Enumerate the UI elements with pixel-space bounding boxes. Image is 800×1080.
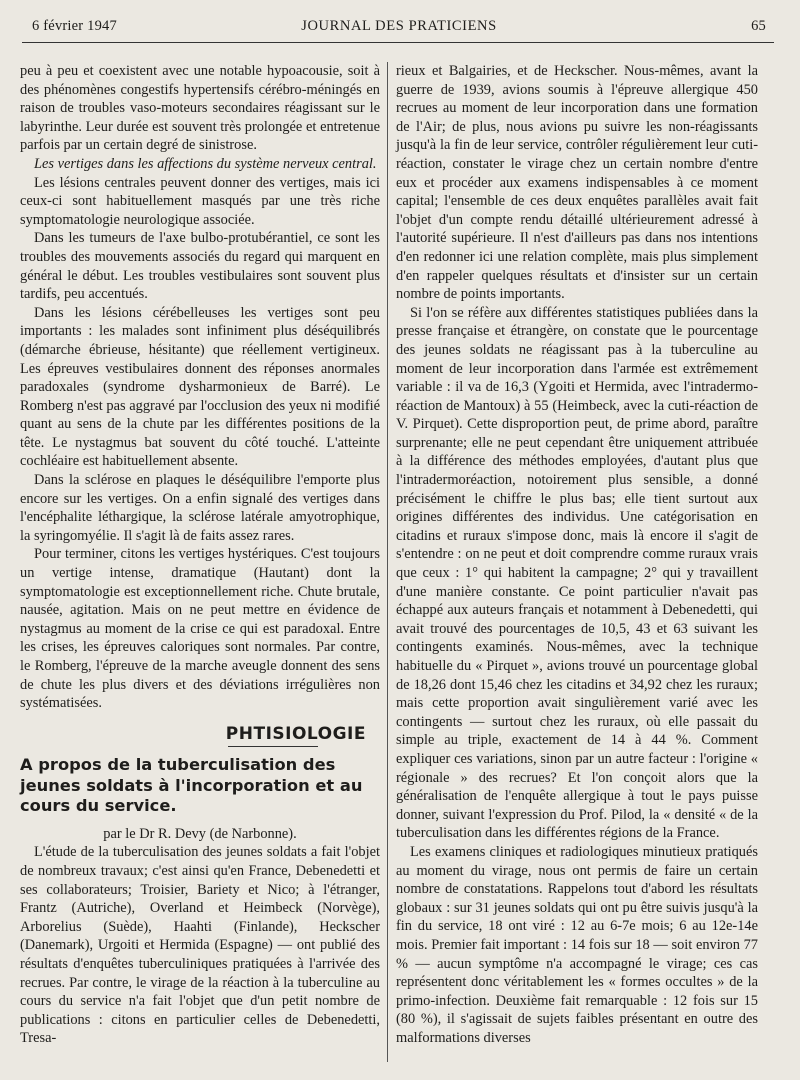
paragraph: Les lésions centrales peuvent donner des vertiges, mais ici ceux-ci sont habituellement masqués par une très riche symptomatologie neurologique associée. bbox=[20, 174, 380, 228]
header-rule bbox=[22, 42, 774, 43]
paragraph: rieux et Balgairies, et de Heckscher. Nous-mêmes, avant la guerre de 1939, avions soumis à l'épreuve allergique 450 recrues au moment de leur incorporation dans une formation de l'Air; de plus, nous avions pu suivre les non-réagissants jusqu'à la fin de leur service, contrôler régulièrement leur cuti-réaction, constater le virage chez un certain nombre d'entre eux et procéder aux examens indispensables à ce moment capital; l'ensemble de ces deux enquêtes parallèles avait fait l'objet d'un compte rendu détaillé ultérieurement adressé à l'autorité supérieure. Il n'est d'ailleurs pas dans nos intentions d'en redonner ici une relation complète, mais plus simplement d'en rappeler quelques résultats et d'insister sur un certain nombre de points importants. bbox=[396, 63, 758, 303]
section-rule bbox=[228, 746, 318, 747]
right-column bbox=[396, 62, 758, 1047]
left-column bbox=[20, 62, 380, 1048]
byline: par le Dr R. Devy (de Narbonne). bbox=[103, 825, 297, 842]
paragraph: Dans la sclérose en plaques le déséquilibre l'emporte plus encore sur les vertiges. On a enfin signalé des vertiges dans l'encéphalite léthargique, la sclérose latérale amyotrophique, la syringomyélie. Il s'agit là de faits assez rares. bbox=[20, 472, 380, 544]
paragraph: Si l'on se réfère aux différentes statistiques publiées dans la presse française et étrangère, on constate que le pourcentage des jeunes soldats ne réagissant pas à la tuberculine au moment de leur incorporation dans l'armée est extrêmement variable : il va de 16,3 (Ygoiti et Hermida, avec l'intradermo-réaction de Mantoux) à 55 (Heimbeck, avec la cuti-réaction de V. Pirquet). Cette disproportion peut, de prime abord, paraître surprenante; elle ne peut cependant être uniquement attribuée à la différence des méthodes employées, d'autant plus que l'intradermoréaction, notoirement plus sensible, a donné précisément le chiffre le plus bas; elle tient surtout aux origines différentes des individus. Une catégorisation en citadins et ruraux s'impose donc, mais là encore il s'agit de s'entendre : on ne peut et doit comprendre comme ruraux vrais que ceux : 1° qui habitent la campagne; 2° qui y travaillent d'une manière constante. Ce point particulier n'avait pas échappé aux auteurs français et notamment à Debenedetti, qui avait trouvé des pourcentages de 10,5, 43 et 63 suivant les contingents examinés. Nous-mêmes, avec la technique habituelle du « Pirquet », avions trouvé un pourcentage global de 18,26 dont 15,46 chez les citadins et 34,92 chez les ruraux; mais cette proportion avait singulièrement varié avec les contingents — surtout chez les ruraux, où elle passait du simple au triple, exactement de 14 à 44 %. Comment expliquer ces variations, sinon par un autre facteur : l'origine « régionale » des recrues? Et l'on conçoit alors que la généralisation de l'enquête allergique à tout le pays puisse donner, suivant l'expression du Prof. Pilod, la « densité « de la tuberculisation dans les différentes régions de la France. bbox=[396, 304, 758, 842]
issue-date: 6 février 1947 bbox=[32, 18, 117, 34]
paragraph: Pour terminer, citons les vertiges hystériques. C'est toujours un vertige intense, dramatique (Hautant) dont la symptomatologie est exceptionnellement riche. Chute brutale, nausée, agitation. Mais on ne peut mettre en évidence de nystagmus au moment de la crise ce qui est paradoxal. Entre les crises, les épreuves caloriques sont normales. Par contre, le Romberg, l'épreuve de la marche aveugle donnent des sens de chute les plus divers et des déviations irrégulières non systématisées. bbox=[20, 546, 380, 712]
section-heading: PHTISIOLOGIE bbox=[225, 723, 366, 744]
paragraph: Dans les lésions cérébelleuses les vertiges sont peu importants : les malades sont infiniment plus déséquilibrés (démarche ébrieuse, hésitante) que réellement vertigineux. Les épreuves vestibulaires donnent des réponses anormales paradoxales (syndrome dysharmonieux de Barré). Le Romberg n'est pas aggravé par l'occlusion des yeux ni modifié quant au sens de la chute par les différentes positions de la tête. Le nystagmus bat souvent du côté touché. L'atteinte cochléaire est habituellement absente. bbox=[20, 304, 380, 470]
article-title: A propos de la tuberculisation des jeunes soldats à l'incorporation et au cours du service. bbox=[20, 755, 363, 816]
running-head bbox=[32, 18, 766, 40]
column-divider bbox=[387, 62, 388, 1062]
subheading: Les vertiges dans les affections du système nerveux central. bbox=[34, 155, 377, 172]
paragraph: Dans les tumeurs de l'axe bulbo-protubérantiel, ce sont les troubles des mouvements associés du regard qui marquent en général le début. Les troubles vestibulaires sont souvent plus tardifs, peu accentués. bbox=[20, 230, 380, 303]
paragraph: Les examens cliniques et radiologiques minutieux pratiqués au moment du virage, nous ont permis de faire un certain nombre de constatations. Rappelons tout d'abord les résultats globaux : sur 31 jeunes soldats qui ont pu être suivis jusqu'à la fin du service, 18 ont viré : 12 au 6-7e mois; 6 au 12e-14e mois. Premier fait important : 14 fois sur 18 — soit environ 77 % — aucun symptôme n'a accompagné le virage; ces cas représentent donc véritablement les « formes occultes » de la primo-infection. Deuxième fait remarquable : 12 fois sur 15 (80 %), il s'agissait de sujets faibles présentant en outre des malformations diverses bbox=[396, 843, 758, 1046]
paragraph: peu à peu et coexistent avec une notable hypoacousie, soit à des phénomènes congestifs hypertensifs cérébro-méningés en raison de troubles vaso-moteurs secondaires réagissant sur le labyrinthe. Leur durée est souvent très prolongée et entretenue parfois par un certain degré de sinistrose. bbox=[20, 63, 380, 154]
paragraph: L'étude de la tuberculisation des jeunes soldats a fait l'objet de nombreux travaux; c'est ainsi qu'en France, Debenedetti et ses collaborateurs; Troisier, Bariety et Nico; à l'étranger, Frantz (Autriche), Overland et Heimbeck (Norvège), Arborelius (Suède), Haahti (Finlande), Heckscher (Danemark), Urgoiti et Hermida (Espagne) — ont publié des résultats d'enquêtes tuberculiniques pratiquées à l'arrivée des recrues. Par contre, le virage de la réaction à la tuberculine au cours du service n'a fait l'objet que d'un petit nombre de publications : citons en particulier celles de Debenedetti, Tresa- bbox=[20, 844, 380, 1047]
page-number: 65 bbox=[751, 18, 766, 34]
journal-title: JOURNAL DES PRATICIENS bbox=[301, 18, 497, 34]
